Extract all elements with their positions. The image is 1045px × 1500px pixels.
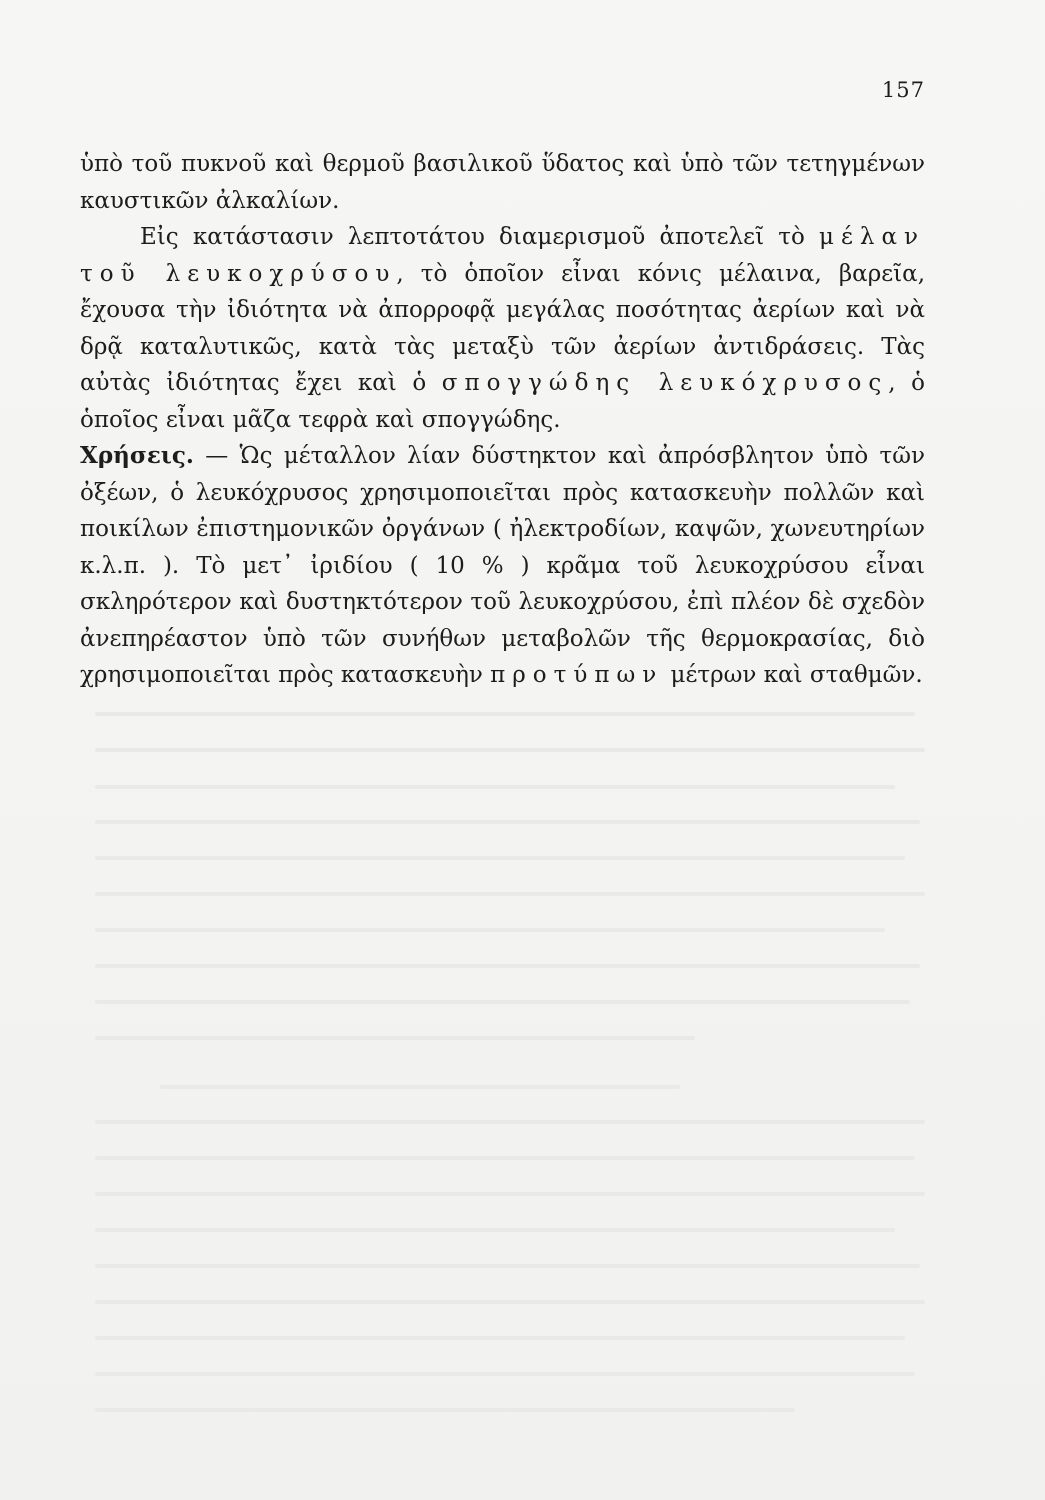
spaced-term: σπογγώδης λευκόχρυσος	[441, 370, 889, 396]
text-segment: Εἰς κατάστασιν λεπτοτάτου διαμερισμοῦ ἀποτελεῖ τὸ	[140, 224, 820, 250]
text-segment: ὑπὸ τοῦ πυκνοῦ καὶ θερμοῦ βασιλικοῦ ὕδατος καὶ ὑπὸ τῶν τετηγμένων καυστικῶν ἀλκαλίων.	[80, 151, 925, 214]
spaced-term: μέλαν τοῦ λευκοχρύσου	[80, 224, 925, 287]
paragraph	[80, 146, 925, 219]
spaced-term: προτύπων	[490, 662, 664, 688]
paragraph	[80, 438, 925, 694]
text-segment: — Ὡς μέταλλον λίαν δύστηκτον καὶ ἀπρόσβλητον ὑπὸ τῶν ὀξέων, ὁ λευκόχρυσος χρησιμοποιεῖται πρὸς κατασκευὴν πολλῶν καὶ ποικίλων ἐπιστημονικῶν ὀργάνων ( ἠλεκτροδίων, καψῶν, χωνευτηρίων κ.λ.π. ). Τὸ μετ᾽ ἰριδίου ( 10 % ) κρᾶμα τοῦ λευκοχρύσου εἶναι σκληρότερον καὶ δυστηκτότερον τοῦ λευκοχρύσου, ἐπὶ πλέον δὲ σχεδὸν ἀνεπηρέαστον ὑπὸ τῶν συνήθων μεταβολῶν τῆς θερμοκρασίας, διὸ χρησιμοποιεῖται πρὸς κατασκευὴν	[80, 443, 925, 688]
page-number: 157	[881, 78, 925, 102]
text-segment: , τὸ ὁποῖον εἶναι κόνις μέλαινα, βαρεῖα, ἔχουσα τὴν ἰδιότητα νὰ ἀπορροφᾷ μεγάλας ποσότητας ἀερίων καὶ νὰ δρᾷ καταλυτικῶς, κατὰ τὰς μεταξὺ τῶν ἀερίων ἀντιδράσεις. Τὰς αὐτὰς ἰδιότητας ἔχει καὶ ὁ	[80, 260, 925, 396]
text-segment: , ὁ ὁποῖος εἶναι μᾶζα τεφρὰ καὶ σπογγώδης.	[80, 370, 926, 433]
paragraph	[80, 219, 925, 438]
body-text	[80, 146, 925, 694]
section-heading: Χρήσεις.	[80, 442, 194, 469]
text-segment: μέτρων καὶ σταθμῶν.	[663, 662, 923, 688]
